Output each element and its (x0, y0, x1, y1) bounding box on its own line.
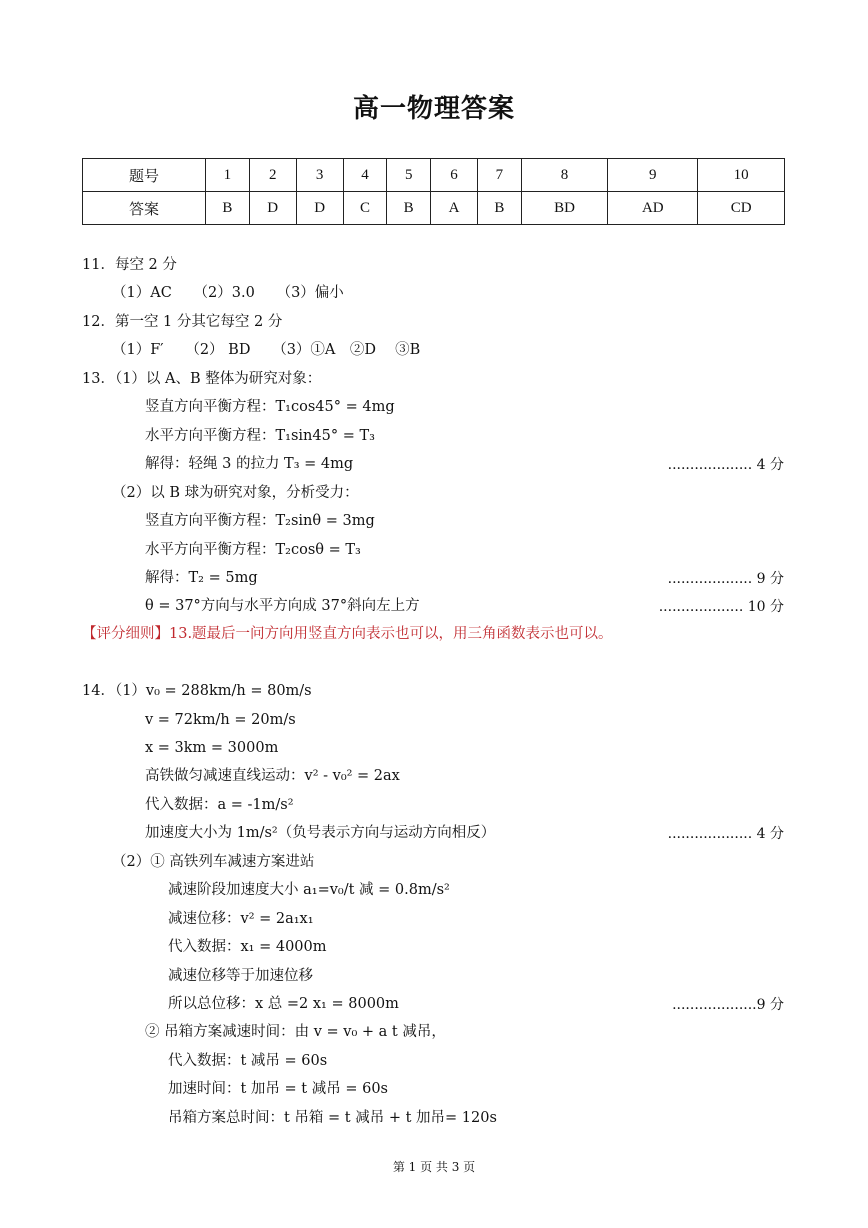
q14-line: 代入数据：a = -1m/s² (145, 797, 294, 813)
table-cell: C (343, 192, 387, 225)
grading-note-tag: 【评分细则】 (82, 626, 169, 642)
q14-line: 加速度大小为 1m/s²（负号表示方向与运动方向相反） (145, 825, 496, 841)
q13-line: 水平方向平衡方程：T₂cosθ = T₃ (145, 542, 361, 558)
table-cell: 3 (296, 159, 343, 192)
table-cell: D (296, 192, 343, 225)
q14-line: 减速位移：v² = 2a₁x₁ (168, 911, 314, 927)
table-cell: B (206, 192, 250, 225)
q14-line: 加速时间：t 加吊 = t 减吊 = 60s (168, 1081, 388, 1097)
q13-line: 解得：T₂ = 5mg (145, 570, 258, 586)
q13-line: 竖直方向平衡方程：T₁cos45° = 4mg (145, 399, 395, 415)
table-cell: 8 (521, 159, 608, 192)
row-label-number: 题号 (83, 159, 206, 192)
score-mark: ................... 4 分 (667, 826, 784, 842)
q14-line: 代入数据：t 减吊 = 60s (168, 1053, 328, 1069)
q13-part2-heading: （2）以 B 球为研究对象，分析受力： (112, 485, 359, 501)
q14-line: v = 72km/h = 20m/s (145, 712, 296, 728)
q12-heading: 12．第一空 1 分其它每空 2 分 (82, 314, 283, 330)
table-cell: BD (521, 192, 608, 225)
table-cell: CD (698, 192, 785, 225)
table-cell: 2 (249, 159, 296, 192)
table-cell: 5 (387, 159, 431, 192)
q14-line: 吊箱方案总时间：t 吊箱 = t 减吊 + t 加吊= 120s (168, 1110, 497, 1126)
table-cell: 6 (431, 159, 478, 192)
grading-note (82, 624, 613, 644)
q13-line: 解得：轻绳 3 的拉力 T₃ = 4mg (145, 456, 354, 472)
q13-line: θ = 37°方向与水平方向成 37°斜向左上方 (145, 598, 420, 614)
q14-line: x = 3km = 3000m (145, 740, 279, 756)
score-mark: ................... 9 分 (667, 571, 784, 587)
q14-line: 减速位移等于加速位移 (168, 968, 313, 984)
table-cell: AD (608, 192, 698, 225)
q11-heading: 11．每空 2 分 (82, 257, 177, 273)
score-mark: ................... 4 分 (667, 457, 784, 473)
table-cell: B (478, 192, 522, 225)
table-cell: A (431, 192, 478, 225)
q14-line: 减速阶段加速度大小 a₁=v₀/t 减 = 0.8m/s² (168, 882, 450, 898)
q14-part2-heading: （2）① 高铁列车减速方案进站 (112, 854, 315, 870)
q14-line: ② 吊箱方案减速时间：由 v = v₀ + a t 减吊， (145, 1024, 446, 1040)
score-mark: ...................9 分 (672, 997, 784, 1013)
table-cell: 10 (698, 159, 785, 192)
table-cell: 1 (206, 159, 250, 192)
q14-part1-heading: 14．（1）v₀ = 288km/h = 80m/s (82, 683, 312, 699)
q11-answers: （1）AC （2）3.0 （3）偏小 (112, 285, 344, 301)
q14-line: 所以总位移：x 总 =2 x₁ = 8000m (168, 996, 399, 1012)
answer-table (82, 158, 785, 225)
q13-part1-heading: 13．（1）以 A、B 整体为研究对象： (82, 371, 322, 387)
q12-answers: （1）F′ （2） BD （3）①A ②D ③B (112, 342, 421, 358)
q14-line: 代入数据：x₁ = 4000m (168, 939, 327, 955)
table-row-numbers (83, 159, 785, 192)
table-cell: 4 (343, 159, 387, 192)
row-label-answer: 答案 (83, 192, 206, 225)
grading-note-text: 13.题最后一问方向用竖直方向表示也可以，用三角函数表示也可以。 (169, 626, 613, 642)
table-cell: 9 (608, 159, 698, 192)
page-title: 高一物理答案 (352, 94, 515, 124)
q13-line: 竖直方向平衡方程：T₂sinθ = 3mg (145, 513, 375, 529)
page-footer: 第 1 页 共 3 页 (392, 1160, 476, 1174)
table-cell: D (249, 192, 296, 225)
q13-line: 水平方向平衡方程：T₁sin45° = T₃ (145, 428, 375, 444)
table-cell: B (387, 192, 431, 225)
table-cell: 7 (478, 159, 522, 192)
q14-line: 高铁做匀减速直线运动：v² - v₀² = 2ax (145, 768, 400, 784)
score-mark: ................... 10 分 (658, 599, 784, 615)
table-row-answers (83, 192, 785, 225)
